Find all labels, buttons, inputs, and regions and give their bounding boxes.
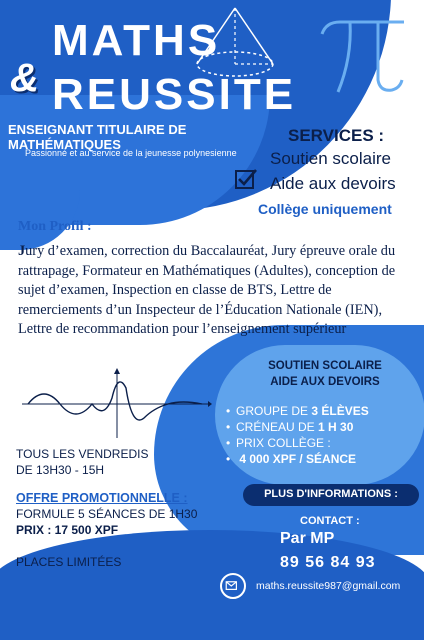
brand-title-reussite: REUSSITE <box>52 70 297 119</box>
teacher-subtitle: ENSEIGNANT TITULAIRE DE MATHÉMATIQUES <box>8 122 187 152</box>
list-item: • 4 000 XPF / SÉANCE <box>226 452 357 466</box>
contact-phone[interactable]: 89 56 84 93 <box>280 554 376 571</box>
schedule-time: DE 13H30 - 15H <box>16 463 105 477</box>
services-title: SERVICES : <box>288 126 385 145</box>
more-info-label: PLUS D'INFORMATIONS : <box>264 488 398 500</box>
contact-title: CONTACT : <box>300 515 360 527</box>
offer-formula: FORMULE 5 SÉANCES DE 1H30 <box>16 507 198 521</box>
profile-title: Mon Profil : <box>18 219 92 234</box>
service-item-soutien: Soutien scolaire <box>270 149 391 168</box>
pi-icon <box>318 8 408 98</box>
email-icon <box>220 573 246 599</box>
list-item: • PRIX COLLÈGE : <box>226 436 331 450</box>
contact-by-mp: Par MP <box>280 530 335 547</box>
schedule-day: TOUS LES VENDREDIS <box>16 447 149 461</box>
brand-ampersand: & <box>10 56 39 100</box>
profile-text: ury d’examen, correction du Baccalauréat, Jury épreuve orale du rattrapage, Formateur en Mathématiques (Adultes), conception de sujet d’examen, Inspection en classe de BTS, Lettre de remerciements d’un Inspecteur de l’Éducation Nationale (IEN), Lettre de recommandation pour l’enseignement supérieur <box>18 243 396 337</box>
checkbox-check-icon <box>235 168 257 190</box>
profile-description <box>18 242 410 340</box>
contact-email[interactable]: maths.reussite987@gmail.com <box>256 580 401 592</box>
service-item-aide: Aide aux devoirs <box>270 174 396 193</box>
soutien-box-title <box>230 358 420 390</box>
wave-graph-icon <box>22 368 212 438</box>
list-item: • GROUPE DE 3 ÉLÈVES <box>226 404 369 418</box>
list-item: • CRÉNEAU DE 1 H 30 <box>226 420 354 434</box>
limited-places-note: PLACES LIMITÉES <box>16 555 122 569</box>
college-only-note: Collège uniquement <box>258 201 392 217</box>
brand-title-maths: MATHS <box>52 16 221 65</box>
profile-first-letter: J <box>18 243 26 259</box>
soutien-details-list <box>226 403 369 467</box>
tagline: Passionné et au service de la jeunesse polynesienne <box>25 148 237 158</box>
soutien-title-line2: AIDE AUX DEVOIRS <box>270 376 380 388</box>
offer-price: PRIX : 17 500 XPF <box>16 523 119 537</box>
offer-title: OFFRE PROMOTIONNELLE : <box>16 491 188 505</box>
soutien-title-line1: SOUTIEN SCOLAIRE <box>268 360 382 372</box>
